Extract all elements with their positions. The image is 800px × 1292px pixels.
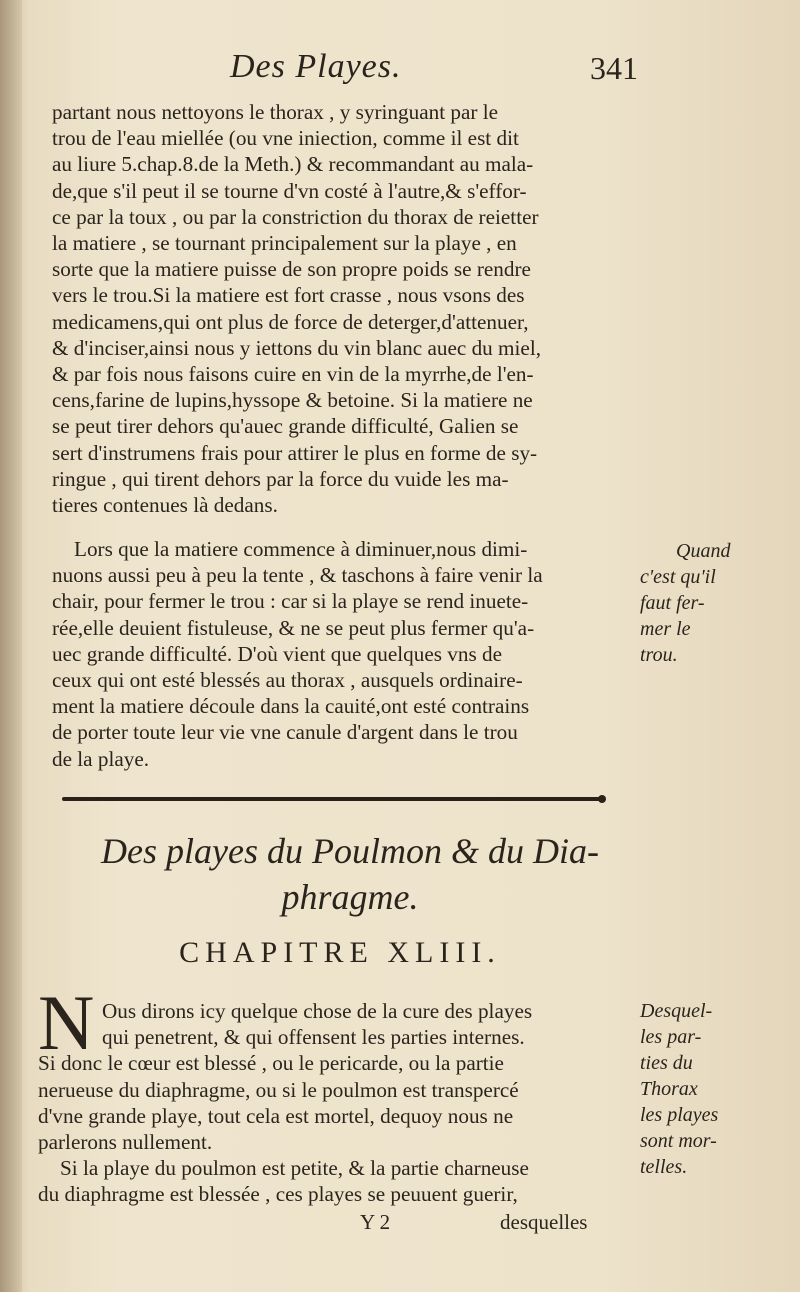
section-title-line: phragme. bbox=[281, 877, 419, 917]
margin-note-line: les par- bbox=[640, 1026, 702, 1048]
text-line: la matiere , se tournant principalement sur la playe , en bbox=[52, 231, 517, 256]
margin-note-line: Quand bbox=[676, 540, 731, 562]
text-line: d'vne grande playe, tout cela est mortel, dequoy nous ne bbox=[38, 1103, 514, 1128]
text-line: ce par la toux , ou par la constriction du thorax de reietter bbox=[52, 204, 539, 229]
text-line: sert d'instrumens frais pour attirer le plus en forme de sy- bbox=[52, 440, 538, 465]
text-line: chair, pour fermer le trou : car si la playe se rend inuete- bbox=[52, 589, 529, 614]
text-line: sorte que la matiere puisse de son propre poids se rendre bbox=[52, 257, 531, 282]
section-title-line: Des playes du Poulmon & du Dia- bbox=[101, 831, 599, 871]
catchword: desquelles bbox=[500, 1210, 588, 1234]
text-line: uec grande difficulté. D'où vient que quelques vns de bbox=[52, 641, 502, 666]
text-line: Ous dirons icy quelque chose de la cure des playes bbox=[102, 999, 533, 1023]
margin-note-1 bbox=[640, 538, 790, 668]
text-line: cens,farine de lupins,hyssope & betoine. Si la matiere ne bbox=[52, 388, 533, 413]
text-line: trou de l'eau miellée (ou vne iniection, comme il est dit bbox=[52, 126, 519, 151]
page-header bbox=[0, 48, 800, 98]
text-line: tieres contenues là dedans. bbox=[52, 493, 278, 518]
text-line: parlerons nullement. bbox=[38, 1130, 213, 1155]
margin-note-line: sont mor- bbox=[640, 1130, 717, 1152]
paragraph-1 bbox=[52, 99, 638, 518]
margin-note-line: les playes bbox=[640, 1104, 719, 1126]
text-line: Si donc le cœur est blessé , ou le pericarde, ou la partie bbox=[38, 1051, 504, 1076]
text-line: & d'inciser,ainsi nous y iettons du vin blanc auec du miel, bbox=[52, 335, 542, 360]
text-line: de,que s'il peut il se tourne d'vn costé à l'autre,& s'effor- bbox=[52, 178, 527, 203]
text-line: Lors que la matiere commence à diminuer,nous dimi- bbox=[74, 537, 528, 561]
text-line: Si la playe du poulmon est petite, & la partie charneuse bbox=[60, 1156, 529, 1181]
text-line: se peut tirer dehors qu'auec grande difficulté, Galien se bbox=[52, 414, 519, 439]
text-line: nerueuse du diaphragme, ou si le poulmon est transpercé bbox=[38, 1077, 519, 1102]
text-line: de la playe. bbox=[52, 746, 150, 771]
text-line: nuons aussi peu à peu la tente , & taschons à faire venir la bbox=[52, 563, 543, 588]
paragraph-3 bbox=[38, 998, 638, 1208]
page-gutter bbox=[0, 0, 22, 1292]
text-line: vers le trou.Si la matiere est fort crasse , nous vsons des bbox=[52, 283, 525, 308]
margin-note-line: faut fer- bbox=[640, 592, 705, 614]
text-line: ment la matiere découle dans la cauité,ont esté contrains bbox=[52, 694, 530, 719]
section-divider bbox=[62, 797, 602, 801]
margin-note-line: mer le bbox=[640, 618, 691, 640]
section-title bbox=[90, 828, 610, 920]
signature-mark: Y 2 bbox=[360, 1210, 391, 1234]
text-line: & par fois nous faisons cuire en vin de la myrrhe,de l'en- bbox=[52, 362, 534, 387]
margin-note-line: Desquel- bbox=[640, 1000, 713, 1022]
text-line: du diaphragme est blessée , ces playes se peuuent guerir, bbox=[38, 1182, 518, 1207]
running-title: Des Playes. bbox=[230, 48, 402, 85]
margin-note-line: trou. bbox=[640, 644, 678, 666]
drop-cap: N bbox=[38, 979, 95, 1066]
text-line: medicamens,qui ont plus de force de deterger,d'attenuer, bbox=[52, 309, 529, 334]
text-line: qui penetrent, & qui offensent les parties internes. bbox=[102, 1025, 525, 1050]
chapter-heading: CHAPITRE XLIII. bbox=[179, 936, 501, 969]
text-line: partant nous nettoyons le thorax , y syringuant par le bbox=[52, 100, 499, 124]
text-line: rée,elle deuient fistuleuse, & ne se peut plus fermer qu'a- bbox=[52, 615, 535, 640]
text-line: au liure 5.chap.8.de la Meth.) & recommandant au mala- bbox=[52, 152, 534, 177]
text-line: de porter toute leur vie vne canule d'argent dans le trou bbox=[52, 720, 518, 745]
margin-note-line: Thorax bbox=[640, 1078, 698, 1100]
text-line: ringue , qui tirent dehors par la force du vuide les ma- bbox=[52, 466, 509, 491]
paragraph-2 bbox=[52, 536, 638, 772]
margin-note-line: ties du bbox=[640, 1052, 693, 1074]
margin-note-line: c'est qu'il bbox=[640, 566, 716, 588]
margin-note-line: telles. bbox=[640, 1156, 688, 1178]
text-line: ceux qui ont esté blessés au thorax , ausquels ordinaire- bbox=[52, 668, 523, 693]
margin-note-2 bbox=[640, 998, 790, 1180]
page-number: 341 bbox=[590, 50, 638, 86]
